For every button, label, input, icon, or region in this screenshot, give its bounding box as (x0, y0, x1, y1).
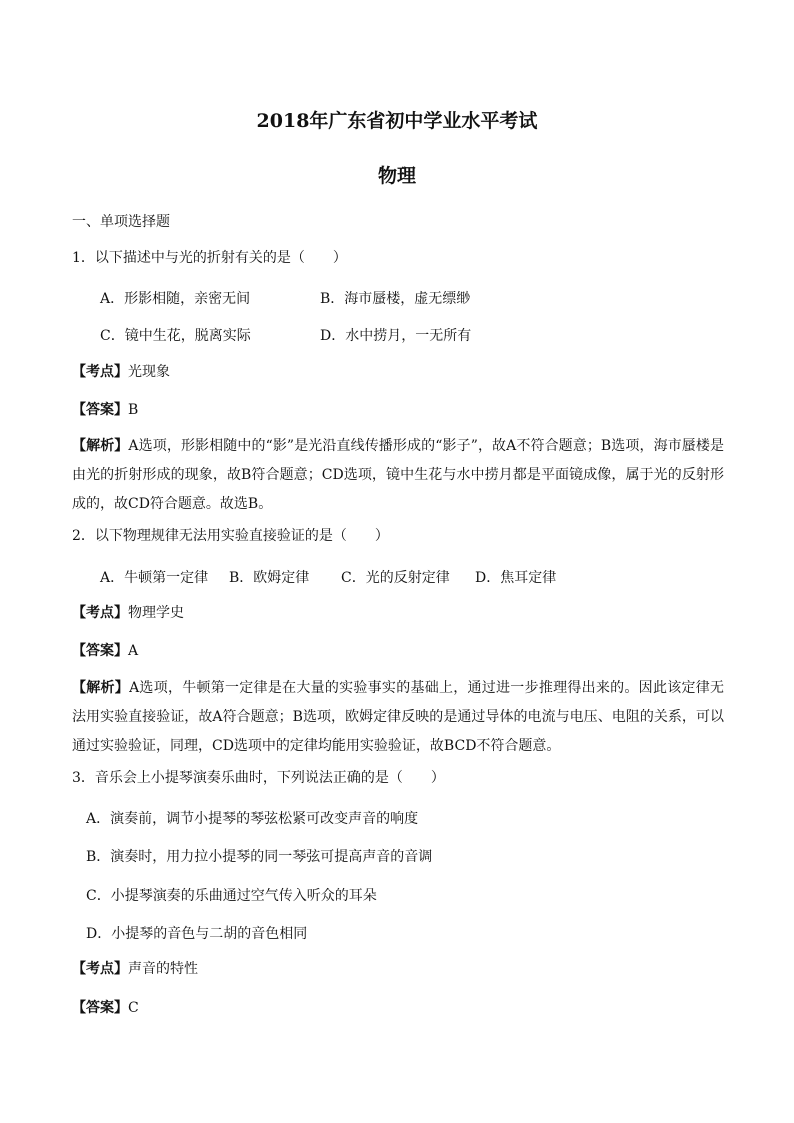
question-2-option-d: D．焦耳定律 (475, 570, 557, 586)
question-1-option-b: B．海市蜃楼，虚无缥缈 (320, 291, 471, 307)
question-1-stem: 1．以下描述中与光的折射有关的是（ ） (72, 250, 347, 266)
kaodian-value: 光现象 (128, 364, 170, 380)
question-2-option-b: B．欧姆定律 (229, 570, 310, 586)
question-1-jiexi (72, 432, 724, 519)
kaodian-label: 【考点】 (72, 605, 128, 621)
question-2-option-a: A．牛顿第一定律 (100, 570, 209, 586)
question-1-option-d: D．水中捞月，一无所有 (320, 328, 472, 344)
answer-label: 【答案】 (72, 1000, 128, 1016)
kaodian-value: 声音的特性 (128, 961, 198, 977)
question-1-answer (72, 402, 138, 418)
jiexi-text: A选项，牛顿第一定律是在大量的实验事实的基础上，通过进一步推理得出来的。因此该定律无法用实验直接验证，故A符合题意；B选项，欧姆定律反映的是通过导体的电流与电压、电阻的关系，可以通过实验验证，同理，CD选项中的定律均能用实验验证，故BCD不符合题意。 (72, 680, 725, 754)
kaodian-label: 【考点】 (72, 961, 128, 977)
question-2-option-c: C．光的反射定律 (341, 570, 450, 586)
question-2-stem: 2．以下物理规律无法用实验直接验证的是（ ） (72, 528, 389, 544)
answer-label: 【答案】 (72, 643, 128, 659)
question-2-answer (72, 643, 138, 659)
section-heading: 一、单项选择题 (72, 214, 170, 230)
kaodian-value: 物理学史 (128, 605, 184, 621)
document-title: 2018年广东省初中学业水平考试 (256, 110, 538, 132)
answer-value: C (128, 1000, 139, 1016)
question-1-option-c: C．镜中生花，脱离实际 (100, 328, 251, 344)
subject-title: 物理 (377, 165, 416, 187)
answer-value: A (128, 643, 139, 659)
jiexi-label: 【解析】 (72, 438, 129, 454)
question-3-kaodian (72, 961, 198, 977)
question-3-option-c: C．小提琴演奏的乐曲通过空气传入听众的耳朵 (86, 888, 377, 904)
jiexi-label: 【解析】 (72, 680, 130, 696)
question-3-answer (72, 1000, 139, 1016)
question-1-option-a: A．形影相随，亲密无间 (100, 291, 251, 307)
question-3-stem: 3．音乐会上小提琴演奏乐曲时，下列说法正确的是（ ） (72, 770, 445, 786)
kaodian-label: 【考点】 (72, 364, 128, 380)
jiexi-text: A选项，形影相随中的“影”是光沿直线传播形成的“影子”，故A不符合题意；B选项，海市蜃楼是由光的折射形成的现象，故B符合题意；CD选项，镜中生花与水中捞月都是平面镜成像，属于光的反射形成的，故CD符合题意。故选B。 (72, 438, 725, 512)
question-3-option-b: B．演奏时，用力拉小提琴的同一琴弦可提高声音的音调 (86, 849, 433, 865)
question-2-kaodian (72, 605, 184, 621)
question-3-option-a: A．演奏前，调节小提琴的琴弦松紧可改变声音的响度 (86, 811, 419, 827)
answer-value: B (128, 402, 139, 418)
question-1-kaodian (72, 364, 170, 380)
question-2-jiexi (72, 674, 724, 761)
question-3-option-d: D．小提琴的音色与二胡的音色相同 (86, 926, 308, 942)
answer-label: 【答案】 (72, 402, 128, 418)
